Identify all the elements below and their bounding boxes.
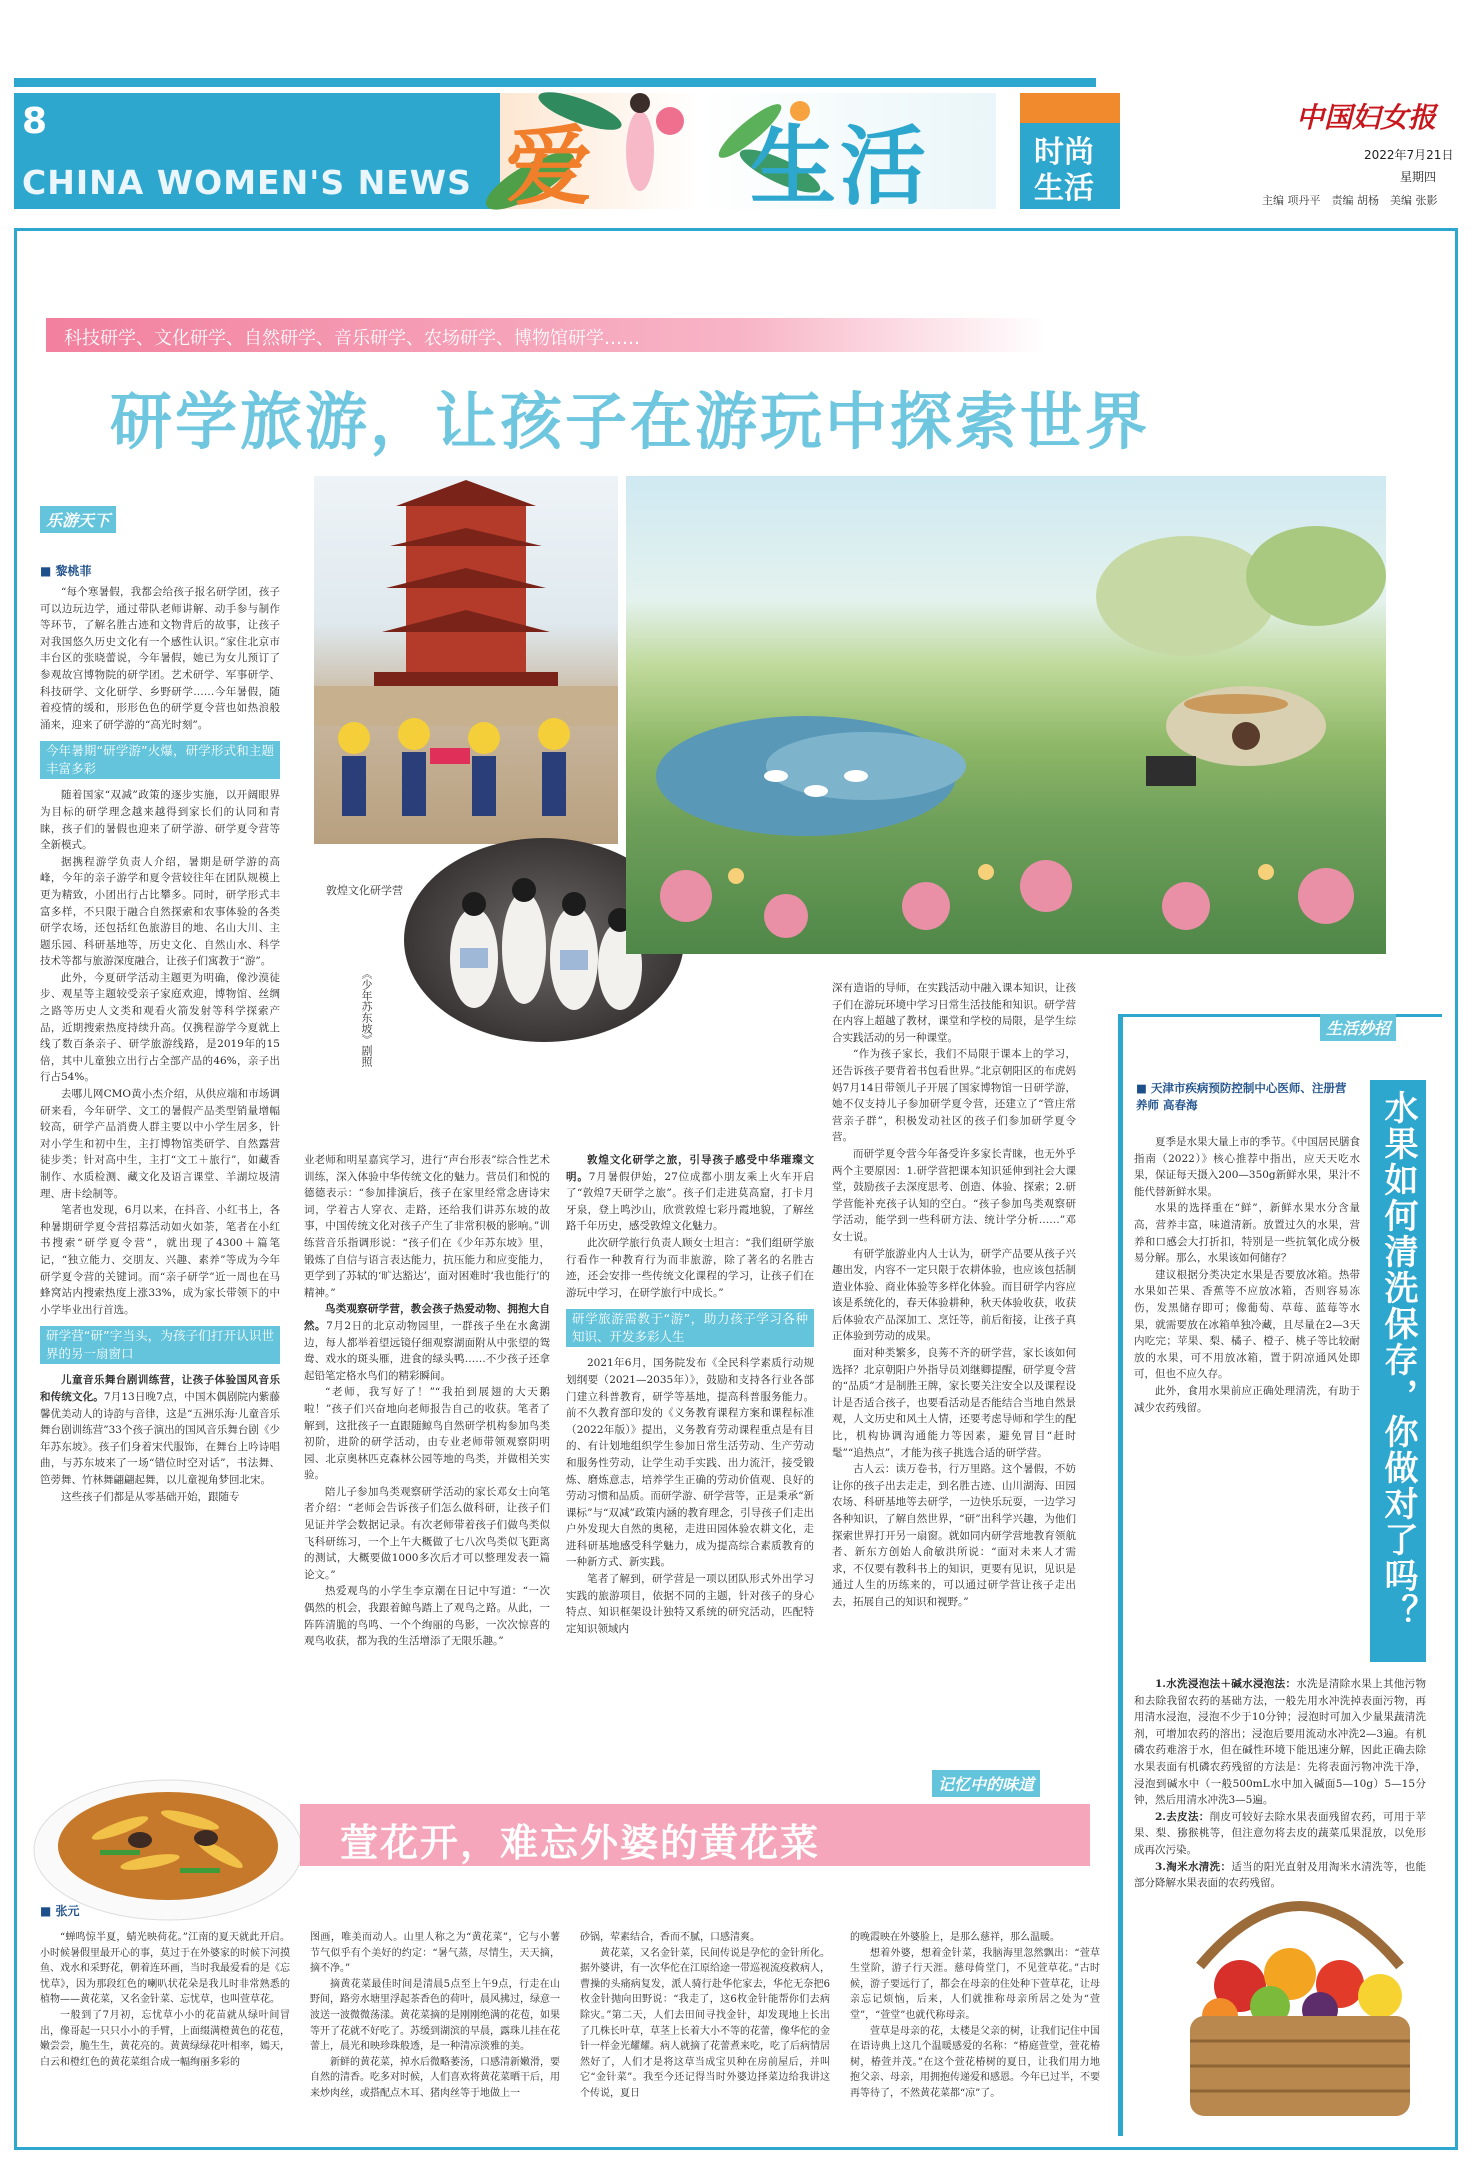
bottom-column-1 [40, 1930, 290, 2142]
photo-dunhuang-camp [314, 476, 618, 844]
col3-subhead: 研学旅游需教于“游”，助力孩子学习各种知识、开发多彩人生 [566, 1309, 814, 1347]
issue-weekday: 星期四 [1400, 170, 1437, 184]
lead-column-4 [832, 980, 1076, 1752]
col2-text: 7月2日的北京动物园里，一群孩子坐在水禽湖边，每人都举着望远镜仔细观察湖面附从中张望的鸳鸯、戏水的斑头雁，进食的绿头鸭……不少孩子还拿起铅笔定格水鸟们的精彩瞬间。 [304, 1319, 550, 1382]
bottom-paragraph: 的晚霞映在外婆脸上，是那么慈祥，那么温暖。 [850, 1932, 1060, 1943]
col4-paragraph: 面对种类繁多，良莠不齐的研学营，家长该如何选择？北京朝阳户外指导员刘继卿提醒，研学夏令营的“品质”才是制胜王牌，家长要关注安全以及课程设计是否适合孩子，也要看活动是否能结合当地自然景观，人文历史和风土人情，还要考虑导师和学生的配比，机构协调沟通能力等因素，避免冒目“赶时髦”“追热点”，才能为孩子挑选合适的研学营。 [832, 1347, 1076, 1459]
masthead-graphic-band [500, 93, 996, 217]
tip-1-title: 1.水洗浸泡法＋碱水浸泡法： [1155, 1678, 1297, 1690]
col2-paragraph: “老师，我写好了！”“我拍到展翅的大天鹅啦！”孩子们兴奋地向老师报告自己的收获。笔者了解到，这批孩子一直跟随鲸鸟自然研学机构参加鸟类初阶，进阶的研学活动，由专业老师带领观察阴明园、北京奥林匹克森林公园等地的鸟类，并做相关实验。 [304, 1386, 550, 1482]
col1-subhead-2: 研学营“研”字当头，为孩子们打开认识世界的另一扇窗口 [40, 1326, 280, 1364]
bottom-paragraph: 想着外婆，想着金针菜，我脑海里忽然飘出：“萱草生堂阶，游子行天涯。慈母倚堂门，不见萱草花。”古时候，游子要远行了，都会在母亲的住处种下萱草花，让母亲忘记烦恼，后来，人们就推称母亲所居之处为“萱堂”，“萱堂”也就代称母亲。 [850, 1947, 1100, 2021]
tip-2-text: 削皮可较好去除水果表面残留农药，可用于苹果、梨、猕猴桃等，但注意勿将去皮的蔬菜瓜果混放，以免形成再次污染。 [1134, 1810, 1426, 1856]
bottom-column-4 [850, 1930, 1100, 2142]
tip-1-text: 水洗是清除水果上其他污物和去除我留农药的基础方法，一般先用水冲洗掉表面污物，再用清水浸泡，浸泡不少于10分钟；浸泡时可加入少量果蔬清洗剂，可增加农药的溶出；浸泡后要用流动水冲洗2—3遍。有机磷农药难溶于水，但在碱性环境下能迅速分解，因此正确去除水果表面有机磷农药残留的方法是：先将表面污物冲洗干净，浸泡到碱水中（一般500mL水中加入碱面5—10g）5—15分钟，然后用清水冲洗3—5遍。 [1134, 1678, 1426, 1807]
sidebar-author: ■ 天津市疾病预防控制中心医师、注册营养师 高春海 [1136, 1081, 1347, 1112]
bottom-headline: 萱花开，难忘外婆的黄花菜 [340, 1820, 821, 1865]
sidebar-headline: 水果如何清洗保存，你做对了吗？ [1378, 1090, 1418, 1630]
section-tag [1020, 93, 1120, 209]
dish-illustration [30, 1758, 306, 1924]
col1-subhead-1: 今年暑期“研学游”火爆，研学形式和主题丰富多彩 [40, 741, 280, 779]
bottom-paragraph: 黄花菜，又名金针菜，民间传说是孕佗的金针所化。据外婆讲，有一次华佗在江原给途一带巡视流疫救病人，曹操的头痛病复发，派人骑行赴华佗家去，华佗无奈把6枚金针抛向田野说：“我走了，这6枚金针能帮你们去病除灾。”第二天，人们去田间寻找金针，却发现地上长出了几株长叶草，草茎上长着大小不等的花蕾，像华佗的金针一样金光耀耀。病人就摘了花蕾煮来吃，吃了后病情居然好了，人们才是将这草当成宝贝种在房前屋后，并叫它“金针菜”。我至今还记得当时外婆边择菜边给我讲这个传说，夏日 [580, 1947, 830, 2099]
col3-paragraph: 笔者了解到，研学营是一项以团队形式外出学习实践的旅游项目，依据不同的主题，针对孩子的身心特点、知识框架设计独特又系统的研究活动，匹配特定知识领域内 [566, 1573, 814, 1635]
col2-paragraph [304, 1301, 550, 1384]
section-title-life: 生活 [750, 116, 930, 217]
sidebar-paragraph: 此外，食用水果前应正确处理清洗，有助于减少农药残留。 [1134, 1384, 1360, 1414]
sidebar-tips [1134, 1676, 1427, 1890]
lead-column-2 [304, 1152, 550, 1732]
lead-column-1 [40, 584, 280, 1774]
col1-paragraph: 这些孩子们都是从零基础开始，跟随专 [61, 1490, 240, 1503]
photo1-caption: 敦煌文化研学营 [326, 884, 403, 897]
bottom-author: ■ 张元 [40, 1904, 80, 1918]
left-cyan-box [14, 93, 514, 209]
col1-paragraph: 随着国家“双减”政策的逐步实施，以开阔眼界为目标的研学理念越来越得到家长们的认同和青睐，孩子们的暑假也迎来了研学游、研学夏令营等全新模式。 [40, 789, 280, 852]
bottom-headline-band [300, 1804, 1090, 1866]
col3-paragraph [566, 1152, 814, 1235]
sidebar-tip [1134, 1809, 1426, 1859]
bottom-column-2 [310, 1930, 560, 2142]
col1-intro: “每个寒暑假，我都会给孩子报名研学团，孩子可以边玩边学，通过带队老师讲解、动手参与制作等环节，了解名胜古迹和文物背后的故事，让孩子对我国悠久历史文化有一个感性认识。”家住北京市丰台区的张晓蕾说，今年暑假，她已为女儿预订了参观故宫博物院的研学团。艺术研学、军事研学、科技研学、文化研学、乡野研学……今年暑假，随着疫情的缓和，形形色色的研学夏令营也如热浪般涌来，迎来了研学游的“高光时刻”。 [40, 586, 280, 731]
photo2-caption: 《少年苏东坡》剧照 [360, 968, 373, 1067]
sidebar-tip [1134, 1676, 1426, 1809]
col2-bold-lead: 鸟类观察研学营，教会孩子热爱动物、拥抱大自然。 [304, 1303, 550, 1332]
bottom-paragraph: 一般到了7月初，忘忧草小小的花苗就从绿叶间冒出，像哥起一只只小小的手臂，上面缀满橙黄色的花苞，嫩尝尝，脆生生，黄花亮的。黄黄绿绿花叶相率，嫣天，白云和橙红色的黄花菜组合成一幅绚丽多彩的 [40, 2009, 290, 2068]
fruit-basket-illustration [1160, 1856, 1440, 2126]
editorial-staff: 主编 项丹平 责编 胡杨 美编 张影 [1262, 194, 1438, 207]
kicker-banner [46, 318, 1046, 352]
bottom-paragraph: “蝉鸣惊半夏，蜻光映荷花。”江南的夏天就此开启。小时候暑假里最开心的事，莫过于在外婆家的时候下河摸鱼、戏水和采野花，朝着连环画，当时我最爱看的是《忘忧草》，因为那段红色的喇叭状花朵是我儿时非常熟悉的植物——黄花菜，又名金针菜、忘忧草，也叫萱草花。 [40, 1932, 290, 2006]
sidebar-paragraph: 建议根据分类决定水果是否要放冰箱。热带水果如芒果、香蕉等不应放冰箱，否则容易冻伤，发黑储存即可；像葡萄、草莓、蓝莓等水果，就需要放在冰箱单独冷藏，且尽量在2—3天内吃完；苹果、梨、橘子、橙子、桃子等比较耐放的水果，可不用放冰箱，置于阴凉通风处即可，但也不应久存。 [1134, 1268, 1360, 1381]
sidebar-body [1134, 1134, 1360, 1674]
masthead [0, 0, 1472, 215]
col3-bold-lead: 敦煌文化研学之旅，引导孩子感受中华璀璨文明。 [566, 1154, 814, 1183]
col2-paragraph: 陪儿子参加鸟类观察研学活动的家长邓女士向笔者介绍：“老师会告诉孩子们怎么做科研，让孩子们见证并学会数据记录。有次老师带着孩子们做鸟类似飞科研练习，一个上午大概做了七八次鸟类似飞距离的测试，大概要做1000多次后才可以整理发表一篇论文。” [304, 1485, 550, 1581]
col2-paragraph: 热爱观鸟的小学生李京潮在日记中写道：“一次偶然的机会，我跟着鲸鸟踏上了观鸟之路。从此，一阵阵清脆的鸟鸣、一个个绚丽的鸟影，一次次惊喜的观鸟收获，都为我的生活增添了无限乐趣。” [304, 1585, 550, 1648]
bottom-paragraph: 新鲜的黄花菜，掉水后微略萎汤，口感清新嫩滑，要自然的清香。吃多对时候，人们喜欢将黄花菜晒干后，用来炒肉丝，或搭配点木耳、猪肉丝等于地做上一 [310, 2056, 560, 2099]
col3-paragraph: 此次研学旅行负责人顾女士坦言：“我们组研学旅行看作一种教育行为而非旅游，除了著名的名胜古迹，还会安排一些传统文化课程的学习，让孩子们在游玩中学习，在研学旅行中成长。” [566, 1236, 814, 1299]
painting-children-meadow [626, 476, 1386, 954]
col4-paragraph: 古人云：读万卷书，行万里路。这个暑假，不妨让你的孩子出去走走，到名胜古迹、山川湖海、田园农场、科研基地等去研学，一边快乐玩耍，一边学习各种知识，了解自然世界，“研”出科学兴趣，为他们探索世界打开另一扇窗。就如同内研学营地教育领航者、新东方创始人俞敏洪所说：“面对未来人才需求，不仅要有教科书上的知识，更要有见识，见识是通过人生的历练来的，可以通过研学营让孩子走出去，拓展自己的知识和视野。” [832, 1463, 1076, 1608]
meadow-illustration [626, 476, 1386, 954]
sidebar-paragraph: 水果的选择重在“鲜”，新鲜水果水分含量高，营养丰富，味道清新。放置过久的水果，营养和口感会大打折扣，特别是一些抗氧化成分极易分解。那么，水果该如何储存？ [1134, 1202, 1360, 1265]
photo-daylily-dish [30, 1758, 306, 1924]
bottom-paragraph: 摘黄花菜最佳时间是清晨5点至上午9点，行走在山野间，路旁水塘里浮起茶香色的荷叶，晨风拂过，绿意一波送一波微微荡漾。黄花菜摘的是刚刚绝满的花苞，如果等开了花就不好吃了。苏缓到湖滨的早晨，露珠儿挂在花蕾上，晨光和映珍珠般透，是一种清凉淡雅的美。 [310, 1978, 560, 2053]
bottom-paragraph: 萱草是母亲的花，太楼是父亲的树，让我们记住中国在语诗典上这几个温暖感爱的名称：“椿庭萱堂，萱花椿树，椿萱并茂。”在这个萱花椿树的夏日，让我们用力地抱父亲、母亲，用拥抱传递爱和感恩。今年已过半，不要再等待了，不然黄花菜都“凉”了。 [850, 2025, 1100, 2099]
bottom-paragraph: 图画，唯美而动人。山里人称之为“黄花菜”，它与小薯节气似乎有个美好的约定：“暑气蒸，尽情生，天天摘，摘不净。” [310, 1932, 560, 1975]
col1-paragraph [40, 1372, 280, 1488]
col1-paragraph: 笔者也发现，6月以来，在抖音、小红书上，各种暑期研学夏令营招募活动如火如荼，笔者在小红书搜索“研学夏令营”，就出现了4300＋篇笔记，“独立能力、交朋友、兴趣、素养”等成为今年研学夏令营的关键词。而“亲子研学”近一周也在马蜂窝站内搜索热度上涨33%，成为家长带领下的中小学毕业出行首选。 [40, 1204, 280, 1316]
issue-date: 2022年7月21日 [1364, 148, 1454, 162]
photo-fruit-basket [1160, 1856, 1440, 2126]
lead-author: ■ 黎桃菲 [40, 564, 92, 578]
lead-column-3 [566, 1152, 814, 1752]
col1-paragraph: 此外，今夏研学活动主题更为明确，像沙漠徒步、观星等主题较受亲子家庭欢迎，博物馆、丝绸之路等历史人文类和观看火箭发射等科学探索产品，近期搜索热度持续升高。仅携程游学今夏就上线了数百条亲子、研学旅游线路，是2019年的15倍，其中儿童独立出行占全部产品的46%，亲子出行占54%。 [40, 971, 280, 1084]
col4-paragraph: 有研学旅游业内人士认为，研学产品要从孩子兴趣出发，内容不一定只限于农耕体验，也应该包括制造业体验、商业体验等多样化体验。而目研学内容应该是系统化的，春天体验耕种，秋天体验收获，收获后体验农产品深加工、烹饪等，前后衔接，让孩子真正体验到劳动的成果。 [832, 1247, 1076, 1343]
sidebar-paragraph: 夏季是水果大量上市的季节。《中国居民膳食指南（2022）》核心推荐中指出，应天天吃水果，保证每天摄入200—350g新鲜水果，果汁不能代替新鲜水果。 [1134, 1136, 1360, 1198]
bottom-column-3 [580, 1930, 830, 2142]
col3-paragraph: 2021年6月，国务院发布《全民科学素质行动规划纲要（2021—2035年）》，鼓励和支持各行业各部门建立科普教育，研学等基地，提高科普服务能力。前不久教育部印发的《义务教育课程方案和课程标准（2022年版）》提出，义务教育劳动课程重点是有目的、有计划地组织学生参加日常生活劳动、生产劳动和服务性劳动，让学生动手实践、出力流汗，接受锻炼、磨炼意志，培养学生正确的劳动价值观、良好的劳动习惯和品质。而研学游、研学营等，正是秉承“新课标”与“双减”政策内涵的教育理念，引导孩子们走出户外发现大自然的奥秘，走进田园体验农耕文化，走进科研基地感受科学魅力，成为提高综合素质教育的一种新方式、新实践。 [566, 1357, 814, 1569]
english-paper-name: CHINA WOMEN'S NEWS [22, 163, 472, 202]
tip-3-text: 适当的阳光直射及用淘米水清洗等，也能部分降解水果表面的农药残留。 [1134, 1860, 1427, 1890]
column-logo-travel: 乐游天下 [40, 506, 116, 533]
col4-paragraph: “作为孩子家长，我们不局限于课本上的学习，还告诉孩子要背着书包看世界。”北京朝阳区的布虎妈妈7月14日带领儿子开展了国家博物馆一日研学游，她不仅支持儿子参加研学夏令营，还建立了“管庄常营亲子群”，积极发动社区的孩子们参加研学夏令营。 [832, 1048, 1076, 1144]
col2-paragraph: 业老师和明星嘉宾学习，进行“声台形表”综合性艺术训练，深入体验中华传统文化的魅力。营员们和悦的德德表示：“参加排演后，孩子在家里经常念唐诗宋词，学着古人穿衣、走路，还给我们讲苏东坡的故事，中国传统文化对孩子产生了非常积极的影响。”训练营音乐指调形说：“孩子们在《少年苏东坡》里，锻炼了自信与语言表达能力，抗压能力和应变能力，更学到了苏轼的‘旷达豁达’，面对困难时‘我也能行’的精神。” [304, 1154, 550, 1299]
section-tag-line1: 时尚 [1034, 135, 1094, 170]
col1-bold-lead: 儿童音乐舞台剧训练营，让孩子体验国风音乐和传统文化。 [40, 1374, 280, 1403]
section-tag-orange-strip [1020, 93, 1120, 123]
bottom-columns [40, 1930, 1116, 2142]
col3-text: 7月暑假伊始，27位成都小朋友乘上火车开启了“敦煌7天研学之旅”。孩子们走进莫高窟，打卡月牙泉，登上鸣沙山，欣赏敦煌七彩丹霞地貌，了解丝路千年历史，感受敦煌文化魅力。 [566, 1170, 815, 1233]
section-tag-line2: 生活 [1034, 171, 1094, 206]
col1-text: 7月13日晚7点，中国木偶剧院内紫藤馨优美动人的诗韵与音律，这是“五洲乐海·儿童音乐舞台剧训练营”33个孩子演出的国风音乐舞台剧《少年苏东坡》。孩子们身着宋代服饰，在舞台上吟诗唱曲，与苏东坡来了一场“错位时空对话”，书法舞、笆蒡舞、竹林舞翩翩起舞，以儿童视角梦回北宋。 [40, 1390, 280, 1486]
pagoda-illustration [314, 476, 618, 844]
tip-2-title: 2.去皮法： [1155, 1810, 1210, 1823]
kicker-text: 科技研学、文化研学、自然研学、音乐研学、农场研学、博物馆研学…… [64, 328, 640, 349]
column-logo-tips: 生活妙招 [1320, 1014, 1396, 1041]
lead-headline: 研学旅游，让孩子在游玩中探索世界 [110, 385, 1151, 458]
col1-paragraph: 去哪儿网CMO黄小杰介绍，从供应端和市场调研来看，今年研学、文工的暑假产品类型销量增幅较高，研学产品消费人群主要以中小学生居多，针对小学生和初中生，主打博物馆类研学、自然露营徒步类；针对高中生，主打“文工＋旅行”，如藏香制作、水质检测、藏文化及语言课堂、羊湖垃圾清理、唐卡绘制等。 [40, 1088, 280, 1200]
col4-paragraph: 而研学夏令营今年备受许多家长青睐，也无外乎两个主要原因：1.研学营把课本知识延伸到社会大课堂，鼓励孩子去深度思考、创造、体验、探索；2.研学营能补充孩子认知的空白。“孩子参加鸟类观察研学活动，能学到一些科研方法、统计学分析……”邓女士说。 [832, 1147, 1076, 1243]
sidebar-headline-box [1370, 1080, 1426, 1662]
col1-paragraph: 据携程游学负责人介绍，暑期是研学游的高峰，今年的亲子游学和夏令营较往年在团队规模上更为精致，小团出行占比攀多。同时，研学形式丰富多样，不只限于融合自然探索和农事体验的各类研学农场，还包括红色旅游目的地、名山大川、主题乐园、科研基地等，历史文化、自然山水、科学技术等都与旅游深度融合，让孩子们寓教于“游”。 [40, 855, 280, 968]
paper-logo: 中国妇女报 [1296, 101, 1437, 134]
section-title-ai: 爱 [506, 116, 592, 217]
page-number: 8 [22, 101, 48, 142]
bottom-paragraph: 砂锅，荤素结合，香而不腻，口感清爽。 [580, 1932, 760, 1943]
col4-paragraph: 深有造诣的导师，在实践活动中融入课本知识，让孩子们在游玩环境中学习日常生活技能和知识。研学营在内容上超越了教材，课堂和学校的局限，是学生综合实践活动的另一种课堂。 [832, 982, 1076, 1044]
column-logo-memory: 记忆中的味道 [932, 1770, 1040, 1797]
tip-3-title: 3.淘米水清洗： [1155, 1860, 1232, 1873]
